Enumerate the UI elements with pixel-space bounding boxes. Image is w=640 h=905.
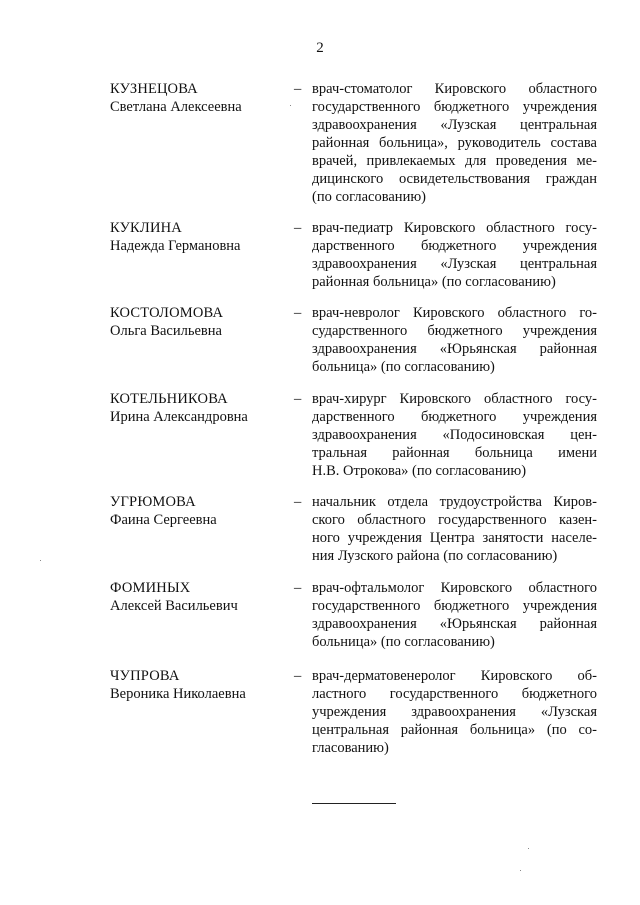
position-line: сударственного бюджетного учреждения [312, 323, 597, 339]
position-line: врач-хирург Кировского областного госу- [312, 391, 597, 407]
position-line: центральная районная больница» (по со- [312, 722, 597, 738]
scan-speck [520, 870, 521, 871]
position-line: здравоохранения «Юрьянская районная [312, 616, 597, 632]
closing-rule [312, 803, 396, 804]
member-surname: ФОМИНЫХ [110, 580, 191, 596]
separator-dash: – [294, 220, 302, 236]
position-line: больница» (по согласованию) [312, 359, 495, 375]
position-line: дарственного бюджетного учреждения [312, 238, 597, 254]
member-position [312, 390, 597, 480]
member-position [312, 80, 597, 206]
member-surname: КУКЛИНА [110, 220, 182, 236]
position-line: врач-стоматолог Кировского областного [312, 81, 597, 97]
separator-dash: – [294, 305, 302, 321]
position-line: здравоохранения «Юрьянская районная [312, 341, 597, 357]
member-given-names: Алексей Васильевич [110, 598, 238, 614]
position-line: врач-невролог Кировского областного го- [312, 305, 597, 321]
member-name [110, 667, 290, 703]
position-line: Н.В. Отрокова» (по согласованию) [312, 463, 527, 479]
position-line: ния Лузского района (по согласованию) [312, 548, 558, 564]
position-line: государственного бюджетного учреждения [312, 99, 597, 115]
position-line: здравоохранения «Лузская центральная [312, 256, 597, 272]
member-given-names: Фаина Сергеевна [110, 512, 217, 528]
member-position [312, 579, 597, 651]
position-line: дицинского освидетельствования граждан [312, 171, 597, 187]
member-name [110, 390, 290, 426]
member-surname: КУЗНЕЦОВА [110, 81, 198, 97]
separator-dash: – [294, 580, 302, 596]
position-line: врач-дерматовенеролог Кировского об- [312, 668, 597, 684]
position-line: ластного государственного бюджетного [312, 686, 597, 702]
member-given-names: Светлана Алексеевна [110, 99, 242, 115]
position-line: врач-офтальмолог Кировского областного [312, 580, 597, 596]
member-position [312, 493, 597, 565]
position-line: врач-педиатр Кировского областного госу- [312, 220, 597, 236]
member-position [312, 219, 597, 291]
position-line: ного учреждения Центра занятости населе- [312, 530, 597, 546]
position-line: районная больница», руководитель состава [312, 135, 597, 151]
position-line: государственного бюджетного учреждения [312, 598, 597, 614]
separator-dash: – [294, 81, 302, 97]
position-line: гласованию) [312, 740, 389, 756]
member-name [110, 579, 290, 615]
position-line: ского областного государственного казен- [312, 512, 597, 528]
member-position [312, 667, 597, 757]
position-line: здравоохранения «Лузская центральная [312, 117, 597, 133]
separator-dash: – [294, 668, 302, 684]
position-line: больница» (по согласованию) [312, 634, 495, 650]
position-line: врачей, привлекаемых для проведения ме- [312, 153, 597, 169]
member-name [110, 493, 290, 529]
member-surname: УГРЮМОВА [110, 494, 196, 510]
member-surname: ЧУПРОВА [110, 668, 180, 684]
scan-speck [528, 848, 529, 849]
member-surname: КОСТОЛОМОВА [110, 305, 224, 321]
member-position [312, 304, 597, 376]
position-line: районная больница» (по согласованию) [312, 274, 556, 290]
position-line: (по согласованию) [312, 189, 426, 205]
member-given-names: Ирина Александровна [110, 409, 248, 425]
member-given-names: Надежда Германовна [110, 238, 241, 254]
position-line: тральная районная больница имени [312, 445, 597, 461]
member-given-names: Вероника Николаевна [110, 686, 246, 702]
separator-dash: – [294, 391, 302, 407]
scan-speck [40, 560, 41, 561]
member-surname: КОТЕЛЬНИКОВА [110, 391, 228, 407]
scan-speck [290, 105, 291, 106]
page-number: 2 [316, 40, 324, 56]
position-line: начальник отдела трудоустройства Киров- [312, 494, 597, 510]
position-line: дарственного бюджетного учреждения [312, 409, 597, 425]
member-name [110, 219, 290, 255]
member-name [110, 304, 290, 340]
member-given-names: Ольга Васильевна [110, 323, 222, 339]
position-line: учреждения здравоохранения «Лузская [312, 704, 597, 720]
member-name [110, 80, 290, 116]
separator-dash: – [294, 494, 302, 510]
position-line: здравоохранения «Подосиновская цен- [312, 427, 597, 443]
